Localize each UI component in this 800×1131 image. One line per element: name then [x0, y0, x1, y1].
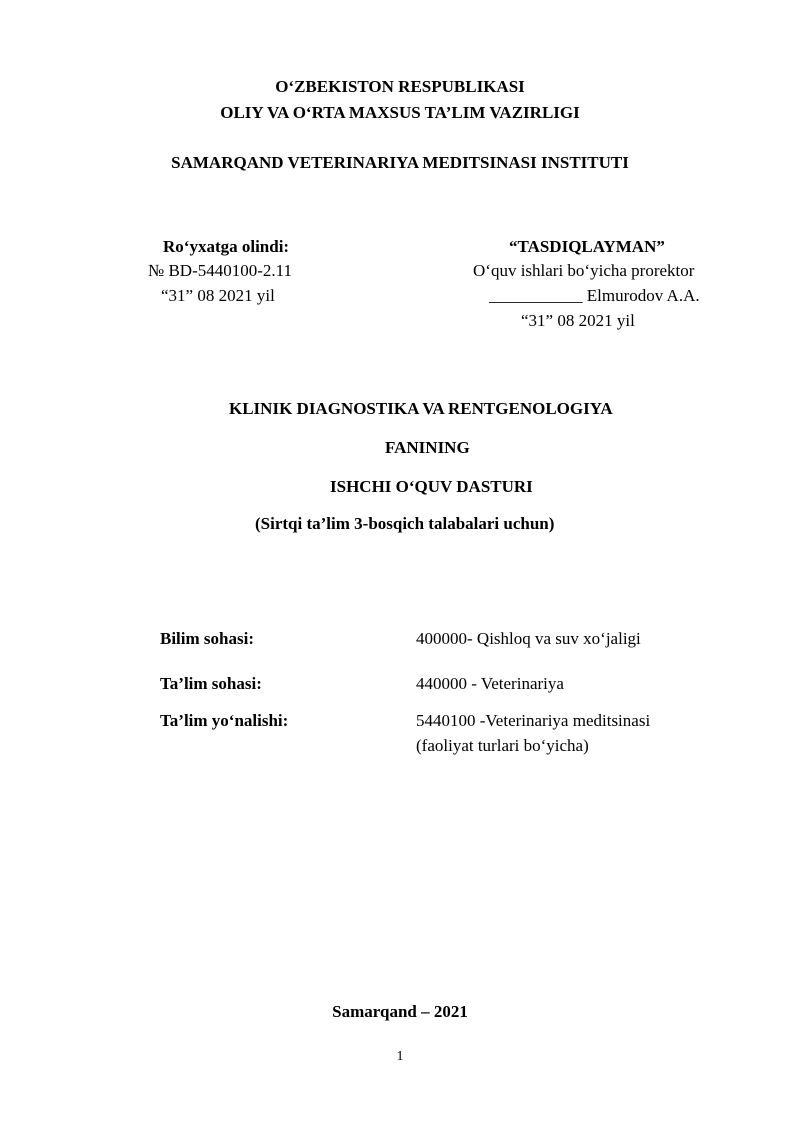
info-value-knowledge-area: 400000- Qishloq va suv xo‘jaligi: [416, 629, 641, 648]
info-value-direction: 5440100 -Veterinariya meditsinasi: [416, 711, 651, 730]
approval-position: O‘quv ishlari bo‘yicha prorektor: [473, 261, 695, 280]
registration-date: “31” 08 2021 yil: [161, 286, 275, 305]
registration-number: № BD-5440100-2.11: [148, 261, 293, 280]
info-label-direction: Ta’lim yo‘nalishi:: [160, 711, 289, 730]
program-audience: (Sirtqi ta’lim 3-bosqich talabalari uchun): [255, 514, 555, 533]
program-title: ISHCHI O‘QUV DASTURI: [330, 477, 533, 496]
approval-title: “TASDIQLAYMAN”: [509, 237, 665, 256]
approval-signature: ___________ Elmurodov A.A.: [489, 286, 700, 305]
info-label-knowledge-area: Bilim sohasi:: [160, 629, 254, 648]
institute-name: SAMARQAND VETERINARIYA MEDITSINASI INSTITUTI: [171, 153, 629, 172]
info-label-education-area: Ta’lim sohasi:: [160, 674, 262, 693]
approval-date: “31” 08 2021 yil: [521, 311, 635, 330]
subject-title: KLINIK DIAGNOSTIKA VA RENTGENOLOGIYA: [229, 399, 613, 418]
page-number: 1: [396, 1049, 404, 1064]
ministry-name: OLIY VA O‘RTA MAXSUS TA’LIM VAZIRLIGI: [220, 103, 580, 122]
city-year: Samarqand – 2021: [332, 1002, 468, 1021]
info-value-direction-note: (faoliyat turlari bo‘yicha): [416, 736, 589, 755]
subject-title-genitive: FANINING: [385, 438, 470, 457]
ministry-country: O‘ZBEKISTON RESPUBLIKASI: [275, 77, 525, 96]
registration-title: Ro‘yxatga olindi:: [163, 237, 290, 256]
info-value-education-area: 440000 - Veterinariya: [416, 674, 564, 693]
